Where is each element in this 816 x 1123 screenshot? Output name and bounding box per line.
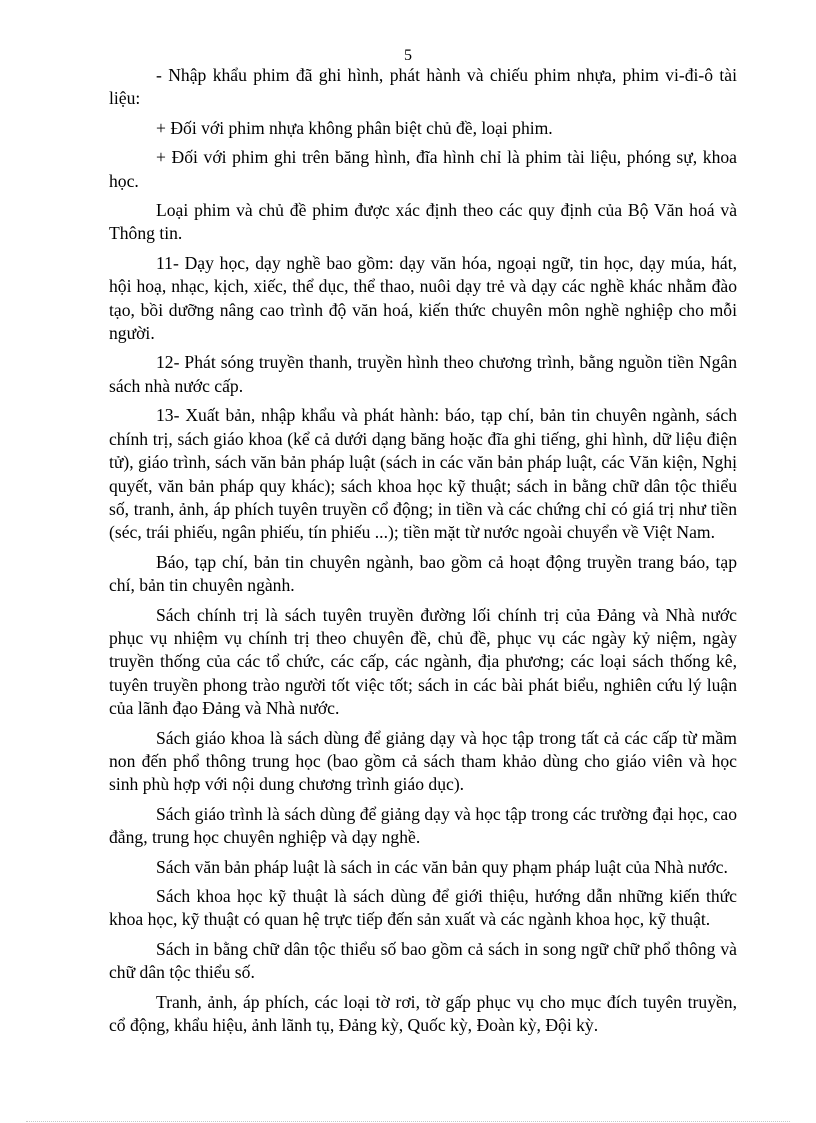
page-number: 5 [404, 47, 412, 64]
paragraph-newspapers: Báo, tạp chí, bản tin chuyên ngành, bao gồm cả hoạt động truyền trang báo, tạp chí, bản tin chuyên ngành. [109, 551, 737, 596]
paragraph-item-12-broadcasting: 12- Phát sóng truyền thanh, truyền hình theo chương trình, bằng nguồn tiền Ngân sách nhà nước cấp. [109, 352, 737, 396]
paragraph-import-films: - Nhập khẩu phim đã ghi hình, phát hành và chiếu phim nhựa, phim vi-đi-ô tài liệu: [109, 65, 737, 109]
document-body [109, 64, 737, 1043]
paragraph-textbooks: Sách giáo khoa là sách dùng để giảng dạy và học tập trong tất cả các cấp từ mầm non đến phổ thông trung học (bao gồm cả sách tham khảo dùng cho giáo viên và học sinh phù hợp với nội dung chương trình giáo dục). [109, 727, 737, 795]
paragraph-political-books: Sách chính trị là sách tuyên truyền đường lối chính trị của Đảng và Nhà nước phục vụ nhiệm vụ chính trị theo chuyên đề, chủ đề, phục vụ các ngày kỷ niệm, ngày truyền thống của các tổ chức, các cấp, các ngành, địa phương; các loại sách thống kê, tuyên truyền phong trào người tốt việc tốt; sách in các bài phát biểu, nghiên cứu lý luận của lãnh đạo Đảng và Nhà nước. [109, 604, 737, 719]
paragraph-film-classification: Loại phim và chủ đề phim được xác định theo các quy định của Bộ Văn hoá và Thông tin. [109, 200, 737, 244]
paragraph-ethnic-language-books: Sách in bằng chữ dân tộc thiểu số bao gồm cả sách in song ngữ chữ phổ thông và chữ dân tộc thiểu số. [109, 938, 737, 983]
paragraph-item-11-teaching: 11- Dạy học, dạy nghề bao gồm: dạy văn hóa, ngoại ngữ, tin học, dạy múa, hát, hội hoạ, nhạc, kịch, xiếc, thể dục, thể thao, nuôi dạy trẻ và dạy các nghề khác nhằm đào tạo, bồi dưỡng nâng cao trình độ văn hoá, kiến thức chuyên môn nghề nghiệp cho mỗi người. [109, 252, 737, 344]
paragraph-posters: Tranh, ảnh, áp phích, các loại tờ rơi, tờ gấp phục vụ cho mục đích tuyên truyền, cổ động, khẩu hiệu, ảnh lãnh tụ, Đảng kỳ, Quốc kỳ, Đoàn kỳ, Đội kỳ. [109, 991, 737, 1036]
paragraph-item-13-publishing: 13- Xuất bản, nhập khẩu và phát hành: báo, tạp chí, bản tin chuyên ngành, sách chính trị, sách giáo khoa (kể cả dưới dạng băng hoặc đĩa ghi tiếng, ghi hình, dữ liệu điện tử), giáo trình, sách văn bản pháp luật (sách in các văn bản pháp luật, các Văn kiện, Nghị quyết, văn bản pháp quy khác); sách khoa học kỹ thuật; sách in bằng chữ dân tộc thiểu số, tranh, ảnh, áp phích tuyên truyền cổ động; in tiền và các chứng chỉ có giá trị như tiền (séc, trái phiếu, ngân phiếu, tín phiếu ...); tiền mặt từ nước ngoài chuyển về Việt Nam. [109, 405, 737, 543]
paragraph-legal-books: Sách văn bản pháp luật là sách in các văn bản quy phạm pháp luật của Nhà nước. [156, 856, 728, 877]
paragraph-plastic-films: + Đối với phim nhựa không phân biệt chủ đề, loại phim. [156, 117, 553, 138]
paragraph-science-books: Sách khoa học kỹ thuật là sách dùng để giới thiệu, hướng dẫn những kiến thức khoa học, kỹ thuật có quan hệ trực tiếp đến sản xuất và các ngành khoa học, kỹ thuật. [109, 886, 737, 930]
page-bottom-divider [26, 1121, 790, 1122]
paragraph-tape-films: + Đối với phim ghi trên băng hình, đĩa hình chỉ là phim tài liệu, phóng sự, khoa học. [109, 147, 737, 191]
paragraph-curriculum-books: Sách giáo trình là sách dùng để giảng dạy và học tập trong các trường đại học, cao đẳng, trung học chuyên nghiệp và dạy nghề. [109, 803, 737, 848]
